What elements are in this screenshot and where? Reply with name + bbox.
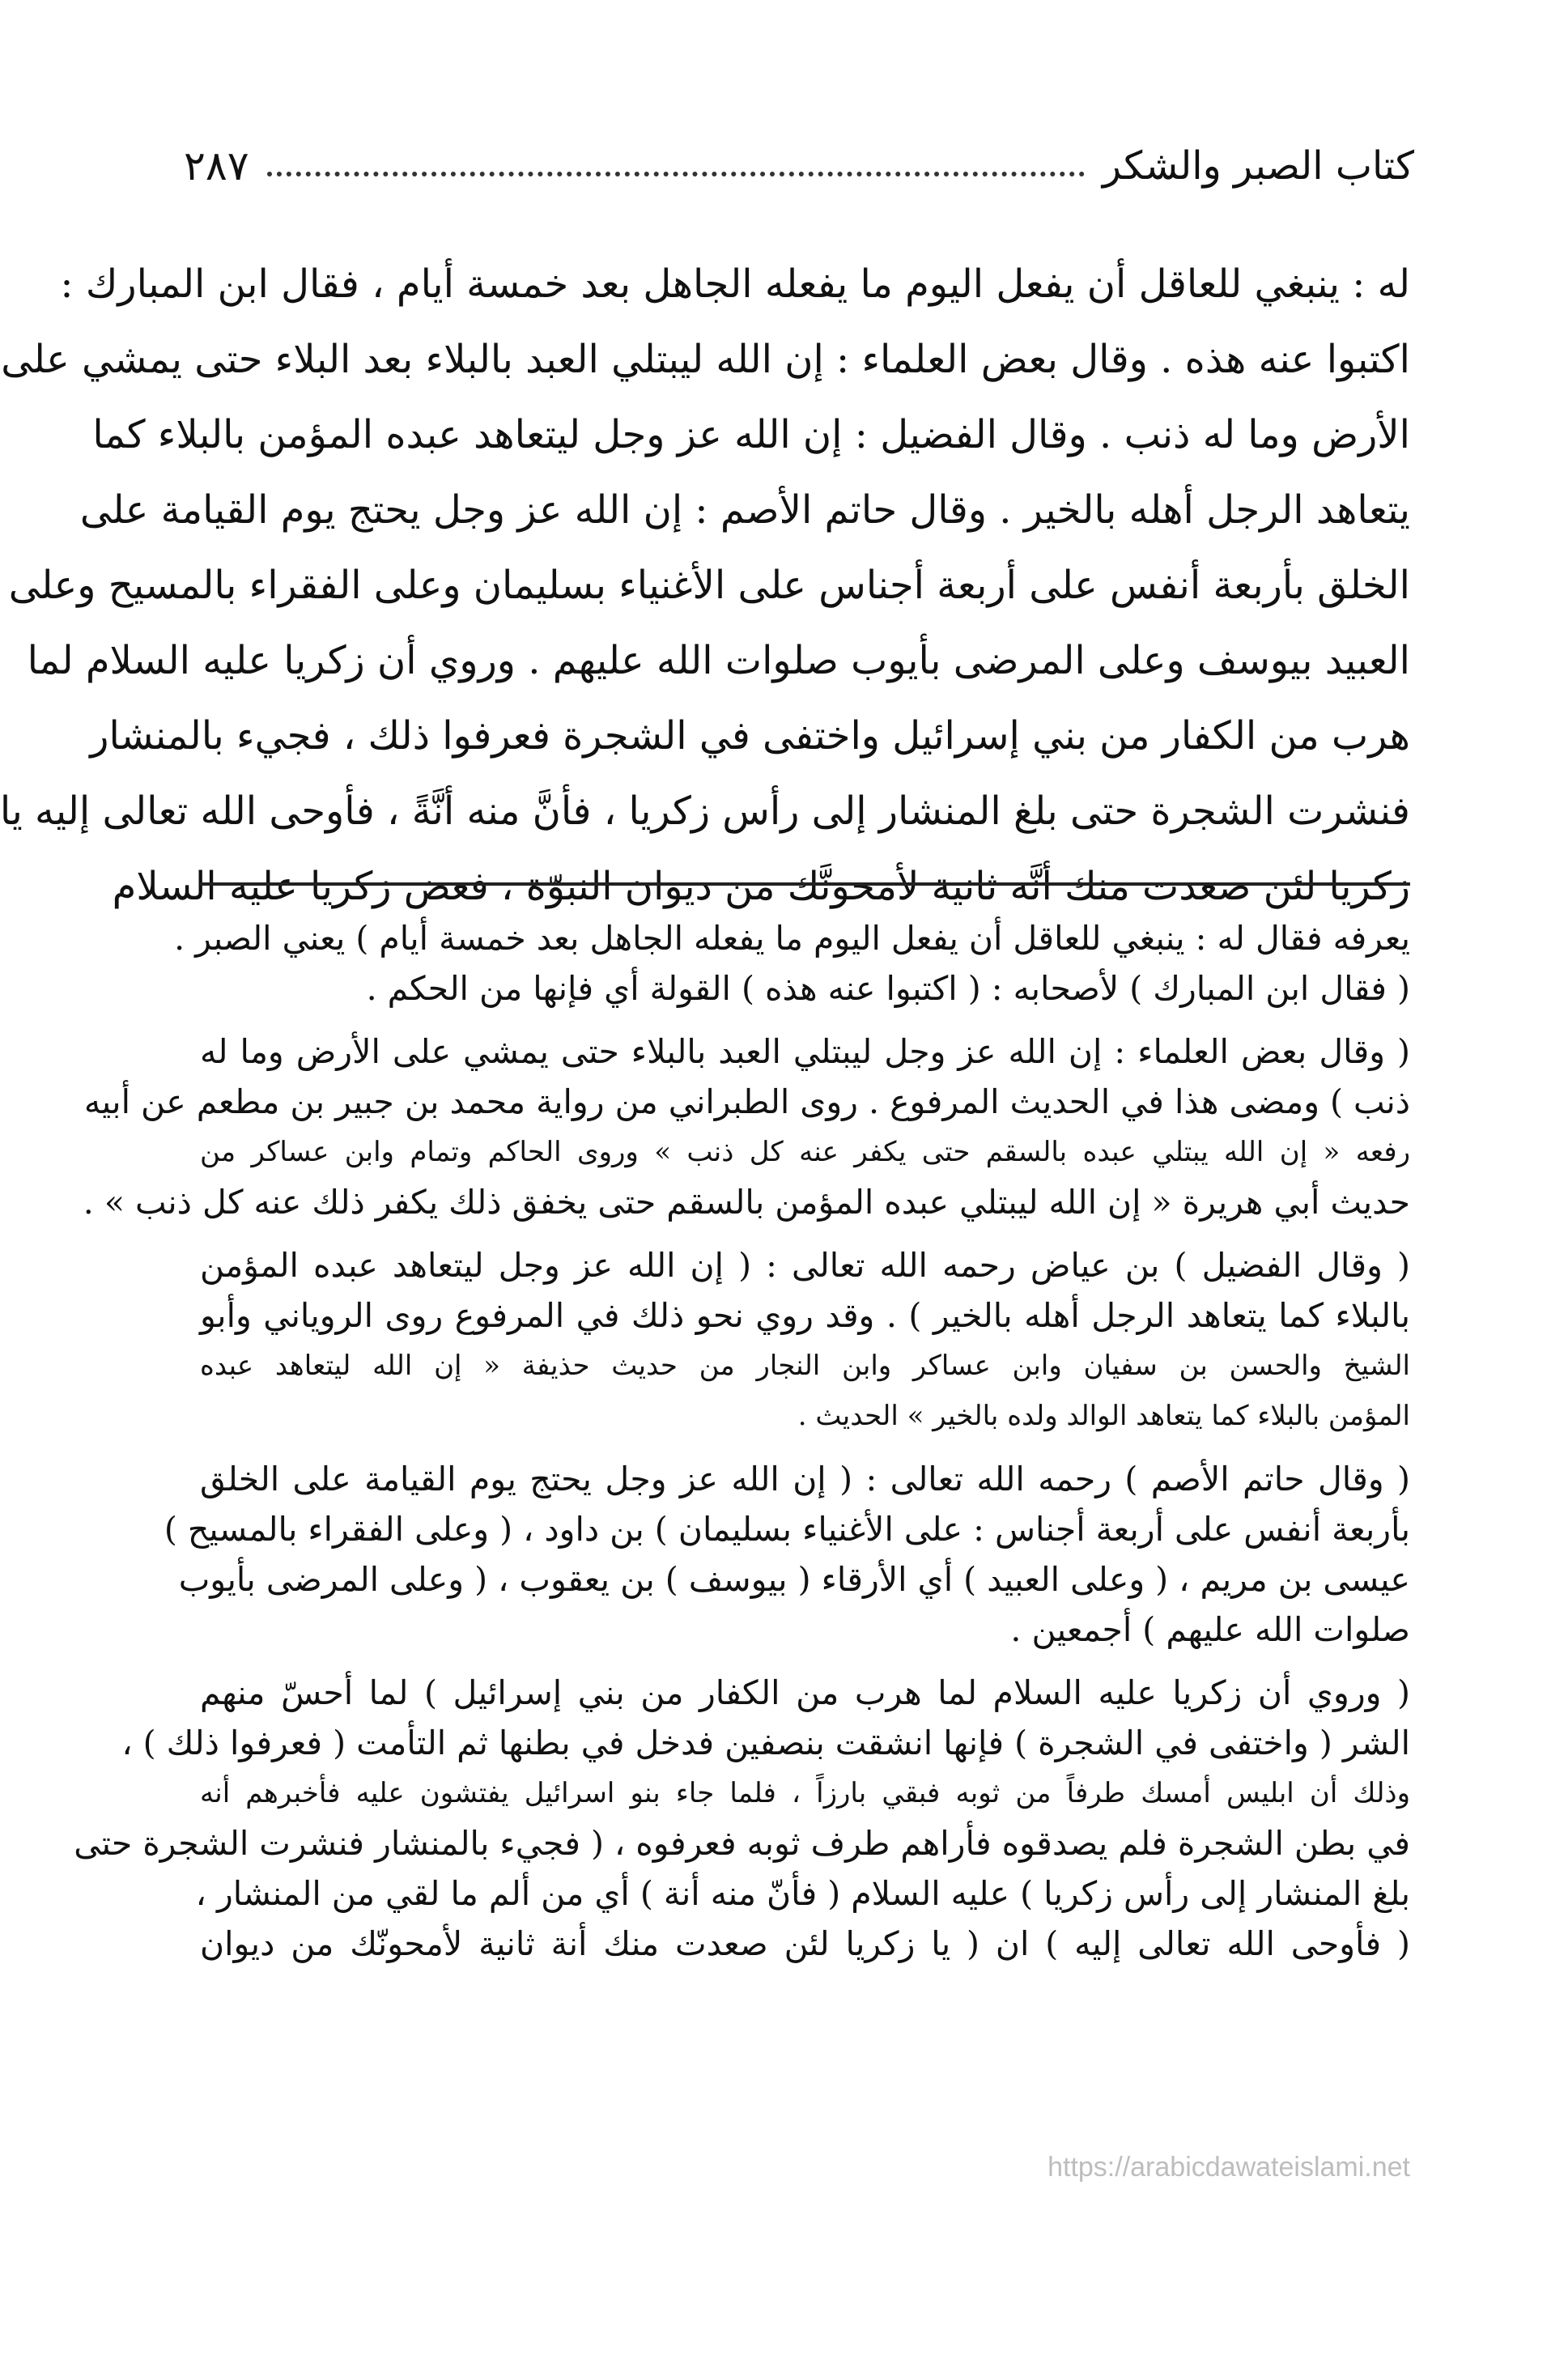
- commentary-line: ( فأوحى الله تعالى إليه ) ان ( يا زكريا لئن صعدت منك أنة ثانية لأمحونّك من ديوان: [200, 1924, 1410, 1963]
- commentary-line: في بطن الشجرة فلم يصدقوه فأراهم طرف ثوبه فعرفوه ، ( فجيء بالمنشار فنشرت الشجرة حتى: [74, 1824, 1410, 1863]
- source-watermark: https://arabicdawateislami.net: [1047, 2152, 1410, 2183]
- commentary-line: ( وقال حاتم الأصم ) رحمه الله تعالى : ( إن الله عز وجل يحتج يوم القيامة على الخلق: [200, 1460, 1410, 1498]
- book-title: كتاب الصبر والشكر: [1102, 143, 1414, 189]
- main-text-line: الأرض وما له ذنب . وقال الفضيل : إن الله عز وجل ليتعاهد عبده المؤمن بالبلاء كما: [92, 412, 1410, 457]
- main-text-line: فنشرت الشجرة حتى بلغ المنشار إلى رأس زكريا ، فأنَّ منه أنَّةً ، فأوحى الله تعالى إليه يا: [0, 789, 1410, 834]
- commentary-line: يعرفه فقال له : ينبغي للعاقل أن يفعل اليوم ما يفعله الجاهل بعد خمسة أيام ) يعني الصبر .: [174, 919, 1410, 958]
- commentary-line: وذلك أن ابليس أمسك طرفاً من ثوبه فبقي بارزاً ، فلما جاء بنو اسرائيل يفتشون عليه فأخبرهم أنه: [200, 1777, 1410, 1809]
- commentary-line: المؤمن بالبلاء كما يتعاهد الوالد ولده بالخير » الحديث .: [797, 1400, 1410, 1432]
- commentary-line: الشر ( واختفى في الشجرة ) فإنها انشقت بنصفين فدخل في بطنها ثم التأمت ( فعرفوا ذلك ) ،: [121, 1724, 1410, 1762]
- commentary-line: ( وقال بعض العلماء : إن الله عز وجل ليبتلي العبد بالبلاء حتى يمشي على الأرض وما له: [200, 1032, 1410, 1071]
- main-text-line: العبيد بيوسف وعلى المرضى بأيوب صلوات الله عليهم . وروي أن زكريا عليه السلام لما: [27, 638, 1410, 683]
- commentary-line: ( فقال ابن المبارك ) لأصحابه : ( اكتبوا عنه هذه ) القولة أي فإنها من الحكم .: [366, 969, 1410, 1008]
- commentary-paragraph: [83, 1027, 1410, 1227]
- dotted-leader: [267, 172, 1085, 176]
- page-number: ٢٨٧: [184, 142, 249, 189]
- commentary-line: رفعه « إن الله يبتلي عبده بالسقم حتى يكفر عنه كل ذنب » وروى الحاكم وتمام وابن عساكر من: [200, 1136, 1410, 1168]
- commentary-line: بلغ المنشار إلى رأس زكريا ) عليه السلام ( فأنّ منه أنة ) أي من ألم ما لقي من المنشار ،: [195, 1874, 1410, 1913]
- commentary-line: الشيخ والحسن بن سفيان وابن عساكر وابن النجار من حديث حذيفة « إن الله ليتعاهد عبده: [200, 1350, 1410, 1382]
- commentary-line: ( وروي أن زكريا عليه السلام لما هرب من الكفار من بني إسرائيل ) لما أحسّ منهم: [200, 1673, 1410, 1712]
- commentary-line: بالبلاء كما يتعاهد الرجل أهله بالخير ) . وقد روي نحو ذلك في المرفوع روى الروياني وأبو: [200, 1296, 1410, 1335]
- main-text-line: له : ينبغي للعاقل أن يفعل اليوم ما يفعله الجاهل بعد خمسة أيام ، فقال ابن المبارك :: [60, 261, 1410, 307]
- commentary-line: عيسى بن مريم ، ( وعلى العبيد ) أي الأرقاء ( بيوسف ) بن يعقوب ، ( وعلى المرضى بأيوب: [178, 1560, 1410, 1599]
- commentary-separator-rule: [200, 882, 1410, 886]
- commentary-block: [74, 913, 1410, 1982]
- commentary-line: ذنب ) ومضى هذا في الحديث المرفوع . روى الطبراني من رواية محمد بن جبير بن مطعم عن أبيه: [83, 1082, 1410, 1121]
- commentary-line: حديث أبي هريرة « إن الله ليبتلي عبده المؤمن بالسقم حتى يخفق ذلك يكفر ذلك عنه كل ذنب » .: [83, 1183, 1410, 1222]
- commentary-line: صلوات الله عليهم ) أجمعين .: [1010, 1610, 1410, 1649]
- main-text-line: اكتبوا عنه هذه . وقال بعض العلماء : إن الله ليبتلي العبد بالبلاء بعد البلاء حتى يمشي على: [1, 337, 1410, 382]
- main-text-line: زكريا لئن صعدت منك أنَّه ثانية لأمحونَّك من ديوان النبوّة ، فعض زكريا عليه السلام: [112, 864, 1410, 909]
- commentary-paragraph: [200, 1240, 1410, 1441]
- commentary-paragraph: [174, 913, 1410, 1014]
- main-text-block: [0, 247, 1410, 925]
- commentary-paragraph: [74, 1668, 1410, 1969]
- main-text-line: هرب من الكفار من بني إسرائيل واختفى في الشجرة فعرفوا ذلك ، فجيء بالمنشار: [90, 713, 1410, 759]
- main-text-line: الخلق بأربعة أنفس على أربعة أجناس على الأغنياء بسليمان وعلى الفقراء بالمسيح وعلى: [8, 563, 1410, 608]
- main-text-line: يتعاهد الرجل أهله بالخير . وقال حاتم الأصم : إن الله عز وجل يحتج يوم القيامة على: [79, 487, 1410, 533]
- commentary-paragraph: [164, 1454, 1410, 1655]
- commentary-line: بأربعة أنفس على أربعة أجناس : على الأغنياء بسليمان ) بن داود ، ( وعلى الفقراء بالمسيح ): [164, 1510, 1410, 1549]
- running-header: [184, 134, 1414, 198]
- commentary-line: ( وقال الفضيل ) بن عياض رحمه الله تعالى : ( إن الله عز وجل ليتعاهد عبده المؤمن: [200, 1246, 1410, 1285]
